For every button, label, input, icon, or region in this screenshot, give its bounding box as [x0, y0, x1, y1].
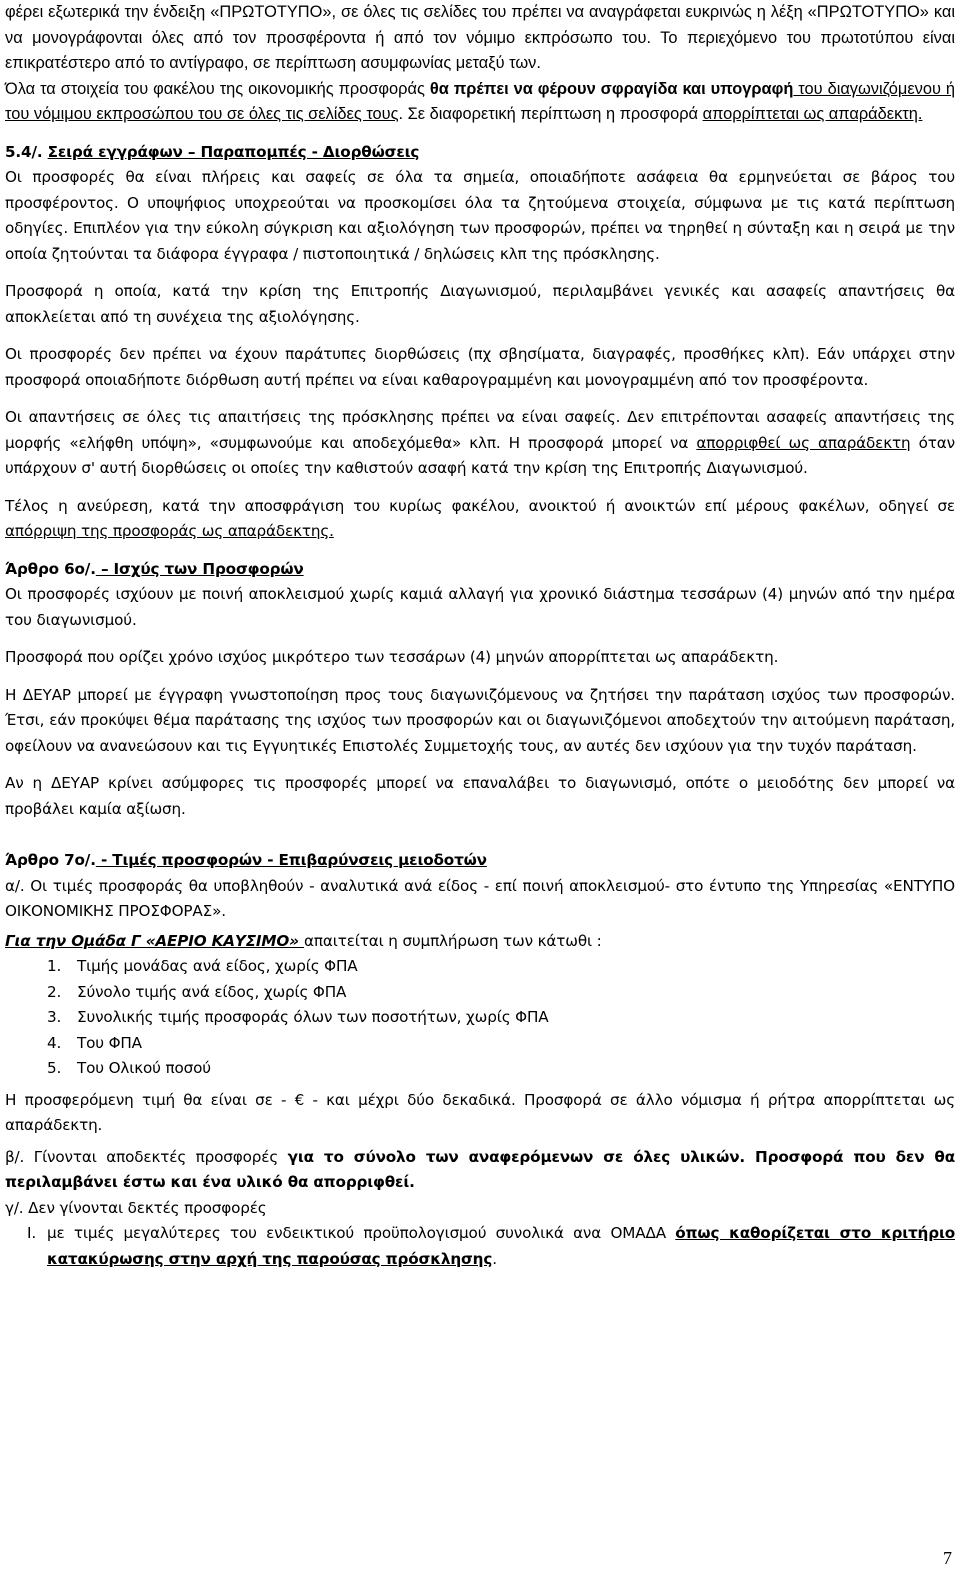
text-run: απαιτείται η συμπλήρωση των κάτωθι :: [304, 931, 602, 950]
spacer: [5, 267, 955, 279]
article-title: - Τιμές προσφορών - Επιβαρύνσεις μειοδοτών: [95, 851, 487, 869]
paragraph-c-not-accepted: γ/. Δεν γίνονται δεκτές προσφορές: [5, 1198, 267, 1217]
text-run: Όλα τα στοιχεία του φακέλου της οικονομικής προσφοράς: [5, 79, 430, 98]
paragraph-original-marking: φέρει εξωτερικά την ένδειξη «ΠΡΩΤΟΤΥΠΟ», σε όλες τις σελίδες του πρέπει να αναγράφεται ευκρινώς η λέξη «ΠΡΩΤΟΤΥΠΟ» και να μονογράφονται όλες από τον προσφέροντα ή από τον νόμιμο εκπρόσωπο του. Το περιεχόμενο του πρωτοτύπου είναι επικρατέστερο από το αντίγραφο, σε περίπτωση ασυμφωνίας μεταξύ των.: [5, 3, 955, 72]
paragraph-open-envelopes: [5, 494, 955, 545]
paragraph-repeat-tender: Αν η ΔΕΥΑΡ κρίνει ασύμφορες τις προσφορές μπορεί να επαναλάβει το διαγωνισμό, οπότε ο μειοδότης δεν μπορεί να προβάλει καμία αξίωση.: [5, 774, 955, 818]
article-number: Άρθρο 6ο/.: [5, 559, 96, 578]
underlined-rejection: απόρριψη της προσφοράς ως απαράδεκτης.: [5, 522, 334, 540]
document-page: [5, 0, 955, 1272]
text-run: . Σε διαφορετική περίπτωση η προσφορά: [398, 105, 703, 123]
article-7-heading: [5, 848, 955, 874]
text-run: με τιμές μεγαλύτερες του ενδεικτικού προϋπολογισμού συνολικά ανα ΟΜΑΔΑ: [47, 1224, 676, 1242]
paragraph-b-acceptance: [5, 1145, 955, 1196]
underlined-rejected: απορρίπτεται ως απαράδεκτη.: [702, 105, 923, 123]
spacer: [5, 822, 955, 848]
paragraph-a-prices: α/. Οι τιμές προσφοράς θα υποβληθούν - αναλυτικά ανά είδος - επί ποινή αποκλεισμού- στο έντυπο της Υπηρεσίας «ΕΝΤΥΠΟ ΟΙΚΟΝΟΜΙΚΗΣ ΠΡΟΣΦΟΡΑΣ».: [5, 876, 955, 920]
underlined-representative: του διαγωνιζόμενου ή του νόμιμου εκπροσώπου του σε όλες τις σελίδες τους: [5, 79, 955, 123]
page-number: 7: [943, 1548, 952, 1568]
list-text: Του Ολικού ποσού: [77, 1059, 211, 1077]
spacer: [5, 633, 955, 645]
underlined-rejected: απορριφθεί ως απαράδεκτη: [696, 433, 911, 452]
section-5-4-heading: [5, 140, 955, 166]
paragraph-corrections: Οι προσφορές δεν πρέπει να έχουν παράτυπες διορθώσεις (πχ σβησίματα, διαγραφές, προσθήκες κλπ). Εάν υπάρχει στην προσφορά οποιαδήποτε διόρθωση αυτή πρέπει να είναι καθαρογραμμένη και μονογραμμένη από τον προσφέροντα.: [5, 345, 955, 389]
list-item: [47, 1005, 955, 1031]
text-run: Οι απαντήσεις σε όλες τις απαιτήσεις της πρόσκλησης πρέπει να είναι σαφείς. Δεν επιτρέπονται ασαφείς απαντήσεις της μορφής «ελήφθη υπόψη», «συμφωνούμε και αποδεχόμεθα» κλπ. Η προσφορά μπορεί να: [5, 408, 955, 452]
list-number: 2.: [47, 982, 62, 1001]
article-6-heading: [5, 557, 955, 583]
paragraph-group-requirements: [5, 929, 955, 955]
paragraph-validity: Οι προσφορές ισχύουν με ποινή αποκλεισμού χωρίς καμιά αλλαγή για χρονικό διάστημα τεσσάρων (4) μηνών από την ημέρα του διαγωνισμού.: [5, 585, 955, 629]
section-number: 5.4/.: [5, 142, 43, 161]
list-number: 4.: [47, 1033, 62, 1052]
text-run: όταν υπάρχουν σ' αυτή διορθώσεις οι οποίες την καθιστούν ασαφή κατά την κρίση της Επιτροπής Διαγωνισμού.: [5, 433, 955, 477]
emphasis-award-criterion: όπως καθορίζεται στο κριτήριο κατακύρωσης στην αρχή της παρούσας πρόσκλησης: [47, 1224, 955, 1268]
list-text: Συνολικής τιμής προσφοράς όλων των ποσοτήτων, χωρίς ΦΠΑ: [77, 1008, 549, 1026]
spacer: [5, 482, 955, 494]
list-number: 5.: [47, 1059, 62, 1077]
spacer: [5, 545, 955, 557]
paragraph-currency: Η προσφερόμενη τιμή θα είναι σε - € - και μέχρι δύο δεκαδικά. Προσφορά σε άλλο νόμισμα ή ρήτρα απορρίπτεται ως απαράδεκτη.: [5, 1090, 955, 1134]
roman-text: [47, 1221, 955, 1272]
paragraph-vague-answers: Προσφορά η οποία, κατά την κρίση της Επιτροπής Διαγωνισμού, περιλαμβάνει γενικές και ασαφείς απαντήσεις θα αποκλείεται από τη συνέχεια της αξιολόγησης.: [5, 282, 955, 326]
paragraph-completeness: Οι προσφορές θα είναι πλήρεις και σαφείς σε όλα τα σημεία, οποιαδήποτε ασάφεια θα ερμηνεύεται σε βάρος του προσφέροντος. Ο υποψήφιος υποχρεούται να προσκομίσει όλα τα ζητούμενα στοιχεία, σύμφωνα με τις κατά περίπτωση οδηγίες. Επιπλέον για την εύκολη σύγκριση και αξιολόγηση των προσφορών, πρέπει να τηρηθεί η σύνταξη και η σειρά με την οποία ζητούνται τα διάφορα έγγραφα / πιστοποιητικά / δηλώσεις κλπ της πρόσκλησης.: [5, 168, 955, 263]
spacer: [5, 330, 955, 342]
list-item: [47, 954, 955, 980]
list-text: Σύνολο τιμής ανά είδος, χωρίς ΦΠΑ: [77, 982, 347, 1001]
list-item: [47, 1031, 955, 1057]
article-title: – Ισχύς των Προσφορών: [95, 559, 304, 578]
roman-list-item: [5, 1221, 955, 1272]
text-run: Τέλος η ανεύρεση, κατά την αποσφράγιση του κυρίως φακέλου, ανοικτού ή ανοικτών επί μέρους φακέλων, οδηγεί σε: [5, 496, 955, 515]
paragraph-clear-answers: [5, 405, 955, 482]
spacer: [5, 128, 955, 140]
spacer: [5, 393, 955, 405]
group-label: Για την Ομάδα Γ «ΑΕΡΙΟ ΚΑΥΣΙΜΟ»: [5, 931, 305, 950]
text-run: .: [492, 1249, 497, 1268]
list-number: 1.: [47, 957, 62, 975]
spacer: [5, 759, 955, 771]
list-item: [47, 980, 955, 1006]
text-run: β/. Γίνονται αποδεκτές προσφορές: [5, 1147, 288, 1166]
section-title: Σειρά εγγράφων – Παραπομπές - Διορθώσεις: [47, 142, 420, 161]
roman-number: Ι.: [27, 1224, 37, 1242]
article-number: Άρθρο 7ο/.: [5, 851, 96, 869]
list-text: Του ΦΠΑ: [77, 1033, 142, 1052]
paragraph-extension: Η ΔΕΥΑΡ μπορεί με έγγραφη γνωστοποίηση προς τους διαγωνιζόμενους να ζητήσει την παράταση ισχύος των προσφορών. Έτσι, εάν προκύψει θέμα παράτασης της ισχύος των προσφορών και οι διαγωνιζόμενοι αποδεχτούν την αιτούμενη παράταση, οφείλουν να ανανεώσουν και τις Εγγυητικές Επιστολές Συμμετοχής τους, αν αυτές δεν ισχύουν για την τυχόν παράταση.: [5, 685, 955, 755]
list-number: 3.: [47, 1008, 62, 1026]
emphasis-seal-signature: θα πρέπει να φέρουν σφραγίδα και υπογραφή: [429, 79, 794, 98]
requirements-list: [5, 954, 955, 1082]
list-item: [47, 1056, 955, 1082]
emphasis-all-materials: για το σύνολο των αναφερόμενων σε όλες υλικών. Προσφορά που δεν θα περιλαμβάνει έστω και ένα υλικό θα απορριφθεί.: [5, 1147, 955, 1191]
paragraph-shorter-validity: Προσφορά που ορίζει χρόνο ισχύος μικρότερο των τεσσάρων (4) μηνών απορρίπτεται ως απαράδεκτη.: [5, 648, 779, 666]
paragraph-seal-signature: [5, 77, 955, 128]
list-text: Τιμής μονάδας ανά είδος, χωρίς ΦΠΑ: [77, 957, 358, 975]
spacer: [5, 671, 955, 683]
